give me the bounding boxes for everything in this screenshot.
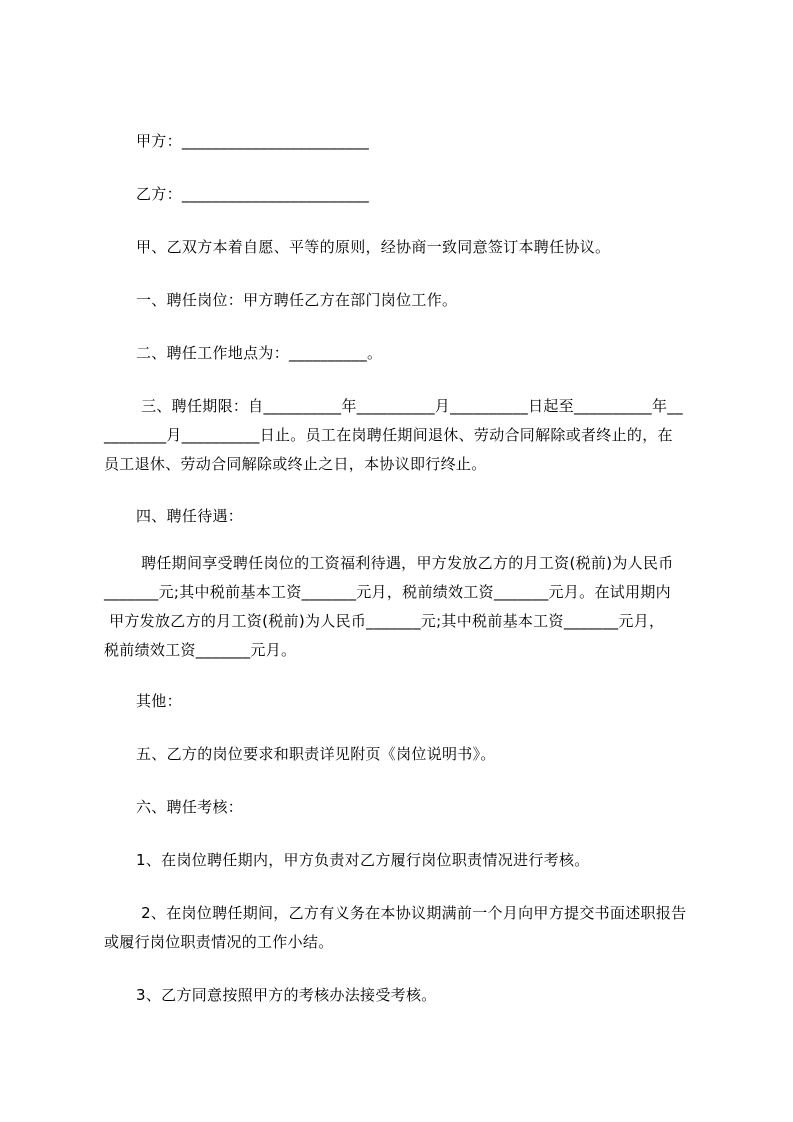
item-2-line-1: 2、在岗位聘任期间，乙方有义务在本协议期满前一个月向甲方提交书面述职报告 bbox=[136, 904, 687, 922]
section-4-body bbox=[104, 549, 710, 665]
item-2-line-2: 或履行岗位职责情况的工作小结。 bbox=[104, 933, 334, 951]
item-2-report bbox=[104, 899, 710, 957]
section-6-heading: 六、聘任考核： bbox=[136, 798, 244, 816]
intro-paragraph: 甲、乙双方本着自愿、平等的原则，经协商一致同意签订本聘任协议。 bbox=[136, 238, 611, 256]
section-4-line-2: _______元;其中税前基本工资_______元月，税前绩效工资_______元月。在试用期内 bbox=[104, 583, 671, 601]
item-3-accept: 3、乙方同意按照甲方的考核办法接受考核。 bbox=[136, 986, 437, 1004]
section-3-term bbox=[104, 392, 710, 479]
party-a-line: 甲方：________________________ bbox=[136, 132, 370, 150]
other-heading: 其他： bbox=[136, 692, 182, 710]
section-5-duties: 五、乙方的岗位要求和职责详见附页《岗位说明书》。 bbox=[136, 745, 496, 763]
section-4-heading: 四、聘任待遇： bbox=[136, 507, 244, 525]
item-1-assessment: 1、在岗位聘任期内，甲方负责对乙方履行岗位职责情况进行考核。 bbox=[136, 851, 590, 869]
party-b-line: 乙方：________________________ bbox=[136, 185, 370, 203]
section-4-line-4: 税前绩效工资_______元月。 bbox=[104, 641, 297, 659]
section-3-line-3: 员工退休、劳动合同解除或终止之日，本协议即行终止。 bbox=[104, 455, 487, 473]
section-1-position: 一、聘任岗位：甲方聘任乙方在部门岗位工作。 bbox=[136, 291, 458, 309]
section-3-line-2: ________月__________日止。员工在岗聘任期间退休、劳动合同解除或者终止的，在 bbox=[104, 426, 673, 444]
section-4-line-1: 聘任期间享受聘任岗位的工资福利待遇，甲方发放乙方的月工资(税前)为人民币 bbox=[136, 554, 674, 572]
section-3-line-1: 三、聘任期限：自__________年__________月__________日起至__________年__ bbox=[136, 397, 683, 415]
section-4-line-3: 甲方发放乙方的月工资(税前)为人民币_______元;其中税前基本工资_______元月， bbox=[104, 612, 665, 630]
section-2-location: 二、聘任工作地点为：__________。 bbox=[136, 344, 383, 362]
